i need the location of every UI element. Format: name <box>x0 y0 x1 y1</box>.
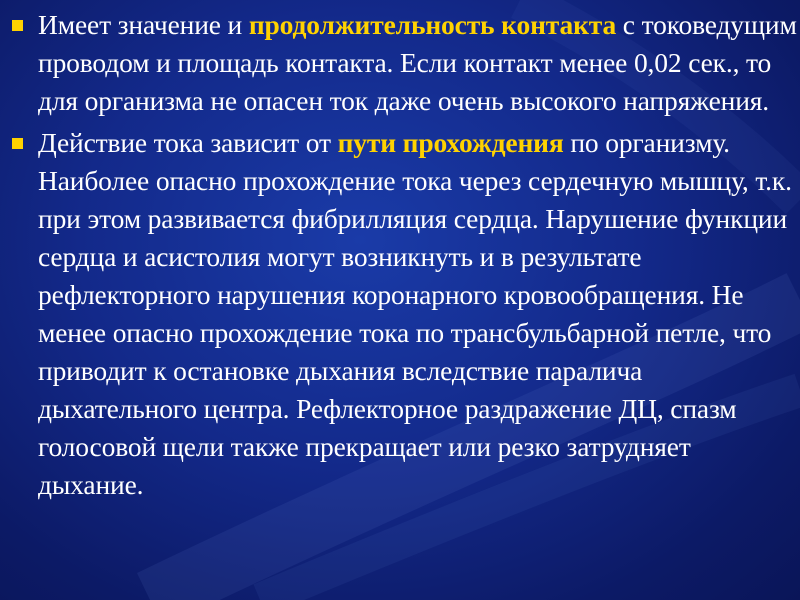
bullet-text-before: Имеет значение и <box>38 9 249 40</box>
slide-content <box>8 6 798 508</box>
bullet-text-before: Действие тока зависит от <box>38 127 338 158</box>
bullet-square-icon <box>12 138 23 149</box>
bullet-contact-duration <box>8 6 798 120</box>
bullet-text-after: по организму. Наиболее опасно прохождение тока через сердечную мышцу, т.к. при этом развивается фибрилляция сердца. Нарушение функции сердца и асистолия могут возникнуть и в результате рефлекторного нарушения коронарного кровообращения. Не менее опасно прохождение тока по трансбульбарной петле, что приводит к остановке дыхания вследствие паралича дыхательного центра. Рефлекторное раздражение ДЦ, спазм голосовой щели также прекращает или резко затрудняет дыхание. <box>38 127 792 500</box>
highlight-contact-duration: продолжительность контакта <box>248 9 617 40</box>
bullet-text-after: с токоведущим проводом и площадь контакта. Если контакт менее 0,02 сек., то для организма не опасен ток даже очень высокого напряжения. <box>38 9 797 116</box>
bullet-current-path <box>8 124 798 504</box>
bullet-square-icon <box>12 20 23 31</box>
highlight-current-path: пути прохождения <box>337 127 564 158</box>
